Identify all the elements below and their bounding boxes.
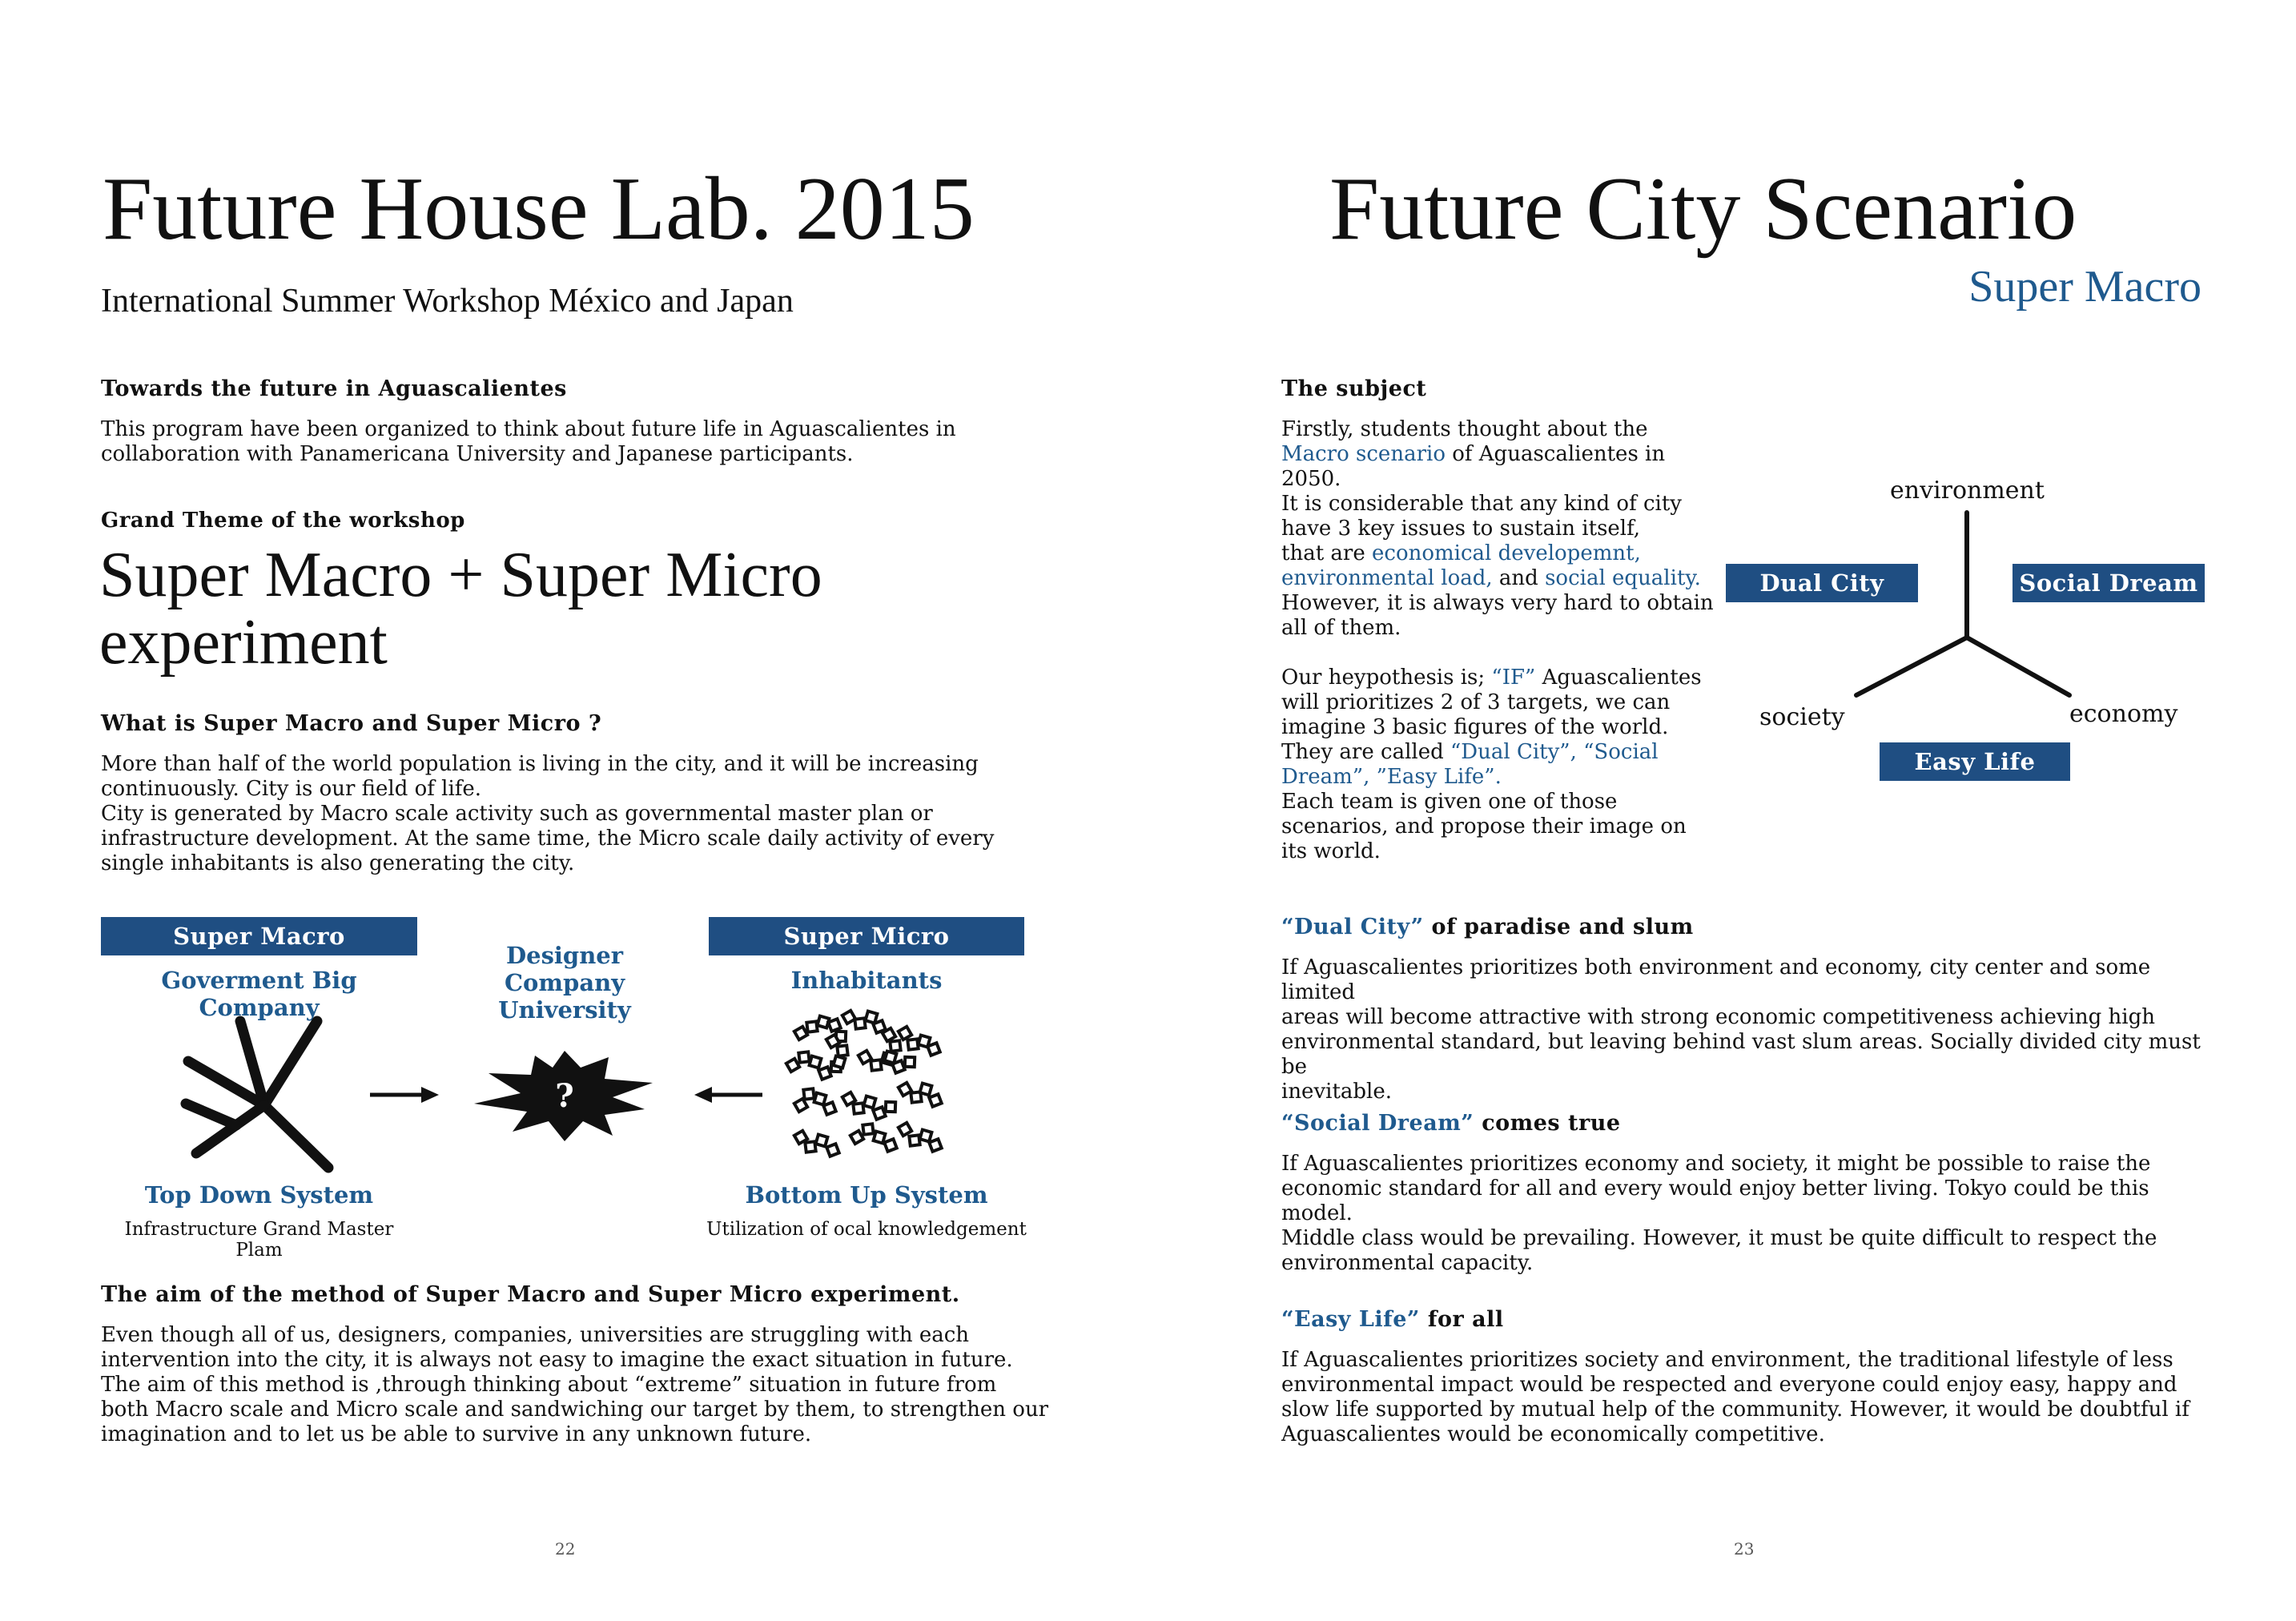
subject-text: However, it is always very hard to obtain [1281,591,1714,615]
module-block [794,1027,807,1040]
scenario-heading-rest: comes true [1474,1111,1621,1136]
scenario-line: economic standard for all and every would enjoy better living. Tokyo could be this model. [1281,1177,2149,1225]
economy-label: economy [2069,700,2178,728]
module-block [798,1052,809,1062]
subject-line [1281,442,1730,467]
aim-heading: The aim of the method of Super Macro and Super Micro experiment. [101,1282,960,1307]
scenario-paragraph [1281,955,2218,1104]
bottom-up-label: Bottom Up System [745,1181,988,1209]
center-actor-line: University [498,996,631,1024]
subject-text: Each team is given one of those [1281,790,1618,814]
subject-line [1281,765,1730,790]
module-block [823,1102,836,1115]
subject-text: 2050. [1281,467,1341,491]
module-block [834,1056,846,1068]
scenario-heading [1281,1307,2218,1332]
subject-line [1281,715,1730,740]
scenario-name: “Easy Life” [1281,1307,1420,1332]
aim-line: The aim of this method is ,through thinking about “extreme” situation in future from [101,1373,997,1397]
subject-line [1281,467,1730,492]
module-block [786,1059,799,1072]
scenario-social-dream [1281,1111,2218,1276]
aim-line: Even though all of us, designers, companies, universities are struggling with each [101,1323,970,1347]
micro-actors-label: Inhabitants [790,967,943,994]
module-block [818,1067,831,1080]
what-line: single inhabitants is also generating the city. [101,851,575,875]
subject-text: and [1492,566,1546,590]
left-page-number: 22 [555,1539,576,1559]
macro-actors-label: Goverment Big Company [161,967,357,1021]
scenario-dual-city [1281,915,2218,1104]
theme-title-line: experiment [99,607,388,678]
module-block [863,1124,873,1134]
social-dream-bar: Social Dream [2013,564,2205,602]
subject-line [1281,690,1730,715]
bottom-up-modules-icon [786,1011,942,1156]
scenario-line: areas will become attractive with strong economic competitiveness achieving high [1281,1005,2155,1029]
what-line: City is generated by Macro scale activity such as governmental master plan or [101,802,933,826]
what-line: More than half of the world population is living in the city, and it will be increasing [101,752,979,776]
module-block [810,1056,822,1068]
module-block [866,1012,878,1024]
subject-text: will prioritizes 2 of 3 targets, we can [1281,690,1671,714]
subject-highlight: economical developemnt, [1372,541,1641,565]
module-block [899,1123,911,1136]
intro-heading: Towards the future in Aguascalientes [101,376,567,401]
super-macro-bar: Super Macro [101,917,417,955]
module-block [805,1141,815,1152]
subject-text: Our heypothesis is; [1281,666,1492,690]
module-block [920,1130,932,1142]
subject-highlight: Dream”, ”Easy Life”. [1281,765,1502,789]
module-block [886,1102,895,1112]
subject-text: all of them. [1281,616,1401,640]
arrow-right-icon [370,1087,439,1103]
intro-line: This program have been organized to think about future life in Aguascalientes in [101,417,956,441]
subject-text: of Aguascalientes in [1445,442,1666,466]
subject-line [1281,616,1730,641]
scenario-paragraph [1281,1348,2218,1447]
dual-city-bar: Dual City [1726,564,1918,602]
module-block [828,1019,841,1032]
what-line: continuously. City is our field of life. [101,777,482,801]
triad-axis-economy [1967,638,2069,695]
scenario-line: If Aguascalientes prioritizes economy and society, it might be possible to raise the [1281,1152,2151,1176]
module-block [864,1096,876,1108]
subject-line [1281,591,1730,616]
arrow-left-icon [694,1087,762,1103]
module-block [899,1027,911,1040]
right-page-title: Future City Scenario [1329,159,2077,259]
top-down-note: Infrastructure Grand Master Plam [124,1219,394,1261]
subject-text: Aguascalientes [1535,666,1702,690]
module-block [909,1135,919,1145]
module-block [814,1093,826,1105]
aim-line: imagination and to let us be able to survive in any unknown future. [101,1422,812,1446]
subject-line [1281,417,1730,442]
scenario-line: inevitable. [1281,1080,1393,1104]
subject-line [1281,666,1730,690]
aim-line: both Macro scale and Micro scale and sandwiching our target by them, to strengthen our [101,1398,1049,1422]
subject-text: that are [1281,541,1372,565]
left-page-title: Future House Lab. 2015 [103,159,975,259]
aim-paragraph [101,1323,1078,1447]
module-block [883,1028,895,1041]
module-block [929,1094,942,1107]
subject-line [1281,815,1730,839]
scenario-name: “Dual City” [1281,915,1424,939]
scenario-line: Middle class would be prevailing. However, it must be quite difficult to respect the [1281,1226,2157,1250]
module-block [873,1107,886,1120]
scenario-line: If Aguascalientes prioritizes both environment and economy, city center and some limited [1281,955,2151,1004]
module-block [850,1131,863,1144]
subject-highlight: Macro scenario [1281,442,1446,466]
subject-highlight: social equality. [1545,566,1701,590]
module-block [854,1018,865,1028]
module-block [826,1144,839,1156]
subject-text: imagine 3 basic figures of the world. [1281,715,1669,739]
module-block [890,1040,900,1051]
super-micro-bar: Super Micro [709,917,1024,955]
scenario-heading [1281,915,2218,939]
module-block [885,1052,897,1064]
subject-highlight: “Dual City”, “Social [1450,740,1659,764]
subject-highlight: environmental load, [1281,566,1493,590]
center-actor-line: Designer [505,942,624,969]
scenario-line: environmental standard, but leaving behind vast slum areas. Socially divided city must be [1281,1030,2201,1079]
module-block [816,1135,828,1147]
starburst-question-mark: ? [555,1077,574,1115]
scenario-paragraph [1281,1152,2218,1276]
module-block [884,1139,897,1152]
subject-text: scenarios, and propose their image on [1281,815,1687,839]
scenario-line: environmental impact would be respected and everyone could enjoy easy, happy and [1281,1373,2177,1397]
subject-line [1281,566,1730,591]
right-page-subtitle: Super Macro [1968,262,2202,312]
subject-paragraph [1281,417,1730,864]
subject-heading: The subject [1281,376,1427,401]
scenario-heading [1281,1111,2218,1136]
subject-line [1281,641,1730,666]
scenario-heading-rest: for all [1419,1307,1504,1332]
intro-line: collaboration with Panamericana University and Japanese participants. [101,442,854,466]
aim-line: intervention into the city, it is always not easy to imagine the exact situation in future. [101,1348,1013,1372]
subject-line [1281,839,1730,864]
module-block [905,1057,915,1067]
what-heading: What is Super Macro and Super Micro ? [101,711,602,736]
theme-heading: Grand Theme of the workshop [101,509,465,533]
subject-line [1281,517,1730,541]
subject-text: It is considerable that any kind of city [1281,492,1682,516]
subject-text: its world. [1281,839,1381,863]
scenario-name: “Social Dream” [1281,1111,1474,1136]
bottom-up-note: Utilization of ocal knowledgement [706,1219,1027,1240]
triad-axis-society [1856,638,1967,695]
scenario-line: If Aguascalientes prioritizes society and environment, the traditional lifestyle of less [1281,1348,2173,1372]
subject-text: They are called [1281,740,1450,764]
scenario-line: Aguascalientes would be economically competitive. [1281,1422,1825,1446]
society-label: society [1759,703,1845,731]
subject-line [1281,740,1730,765]
module-block [853,1103,863,1113]
top-down-label: Top Down System [144,1181,374,1209]
subject-line [1281,790,1730,815]
scenario-line: slow life supported by mutual help of the community. However, it would be doubtful if [1281,1398,2189,1422]
top-down-tree-icon [186,1021,328,1168]
center-actor-line: Company [504,969,625,996]
module-block [871,1060,881,1070]
module-block [929,1139,942,1152]
subject-line [1281,492,1730,517]
subject-text: Firstly, students thought about the [1281,417,1648,441]
environment-label: environment [1890,477,2045,505]
module-block [927,1043,940,1056]
right-page-number: 23 [1734,1539,1755,1559]
module-block [806,1021,817,1032]
easy-life-bar: Easy Life [1880,742,2070,781]
subject-highlight: “IF” [1491,666,1536,690]
scenario-heading-rest: of paradise and slum [1423,915,1694,939]
left-page-subtitle: International Summer Workshop México and Japan [101,283,794,320]
what-line: infrastructure development. At the same time, the Micro scale daily activity of every [101,827,995,851]
module-block [920,1084,932,1096]
scenario-line: environmental capacity. [1281,1251,1534,1275]
theme-title-line: Super Macro + Super Micro [99,540,822,610]
module-block [837,1045,847,1056]
subject-text: have 3 key issues to sustain itself, [1281,517,1641,541]
scenario-easy-life [1281,1307,2218,1447]
subject-line [1281,541,1730,566]
module-block [803,1088,814,1099]
